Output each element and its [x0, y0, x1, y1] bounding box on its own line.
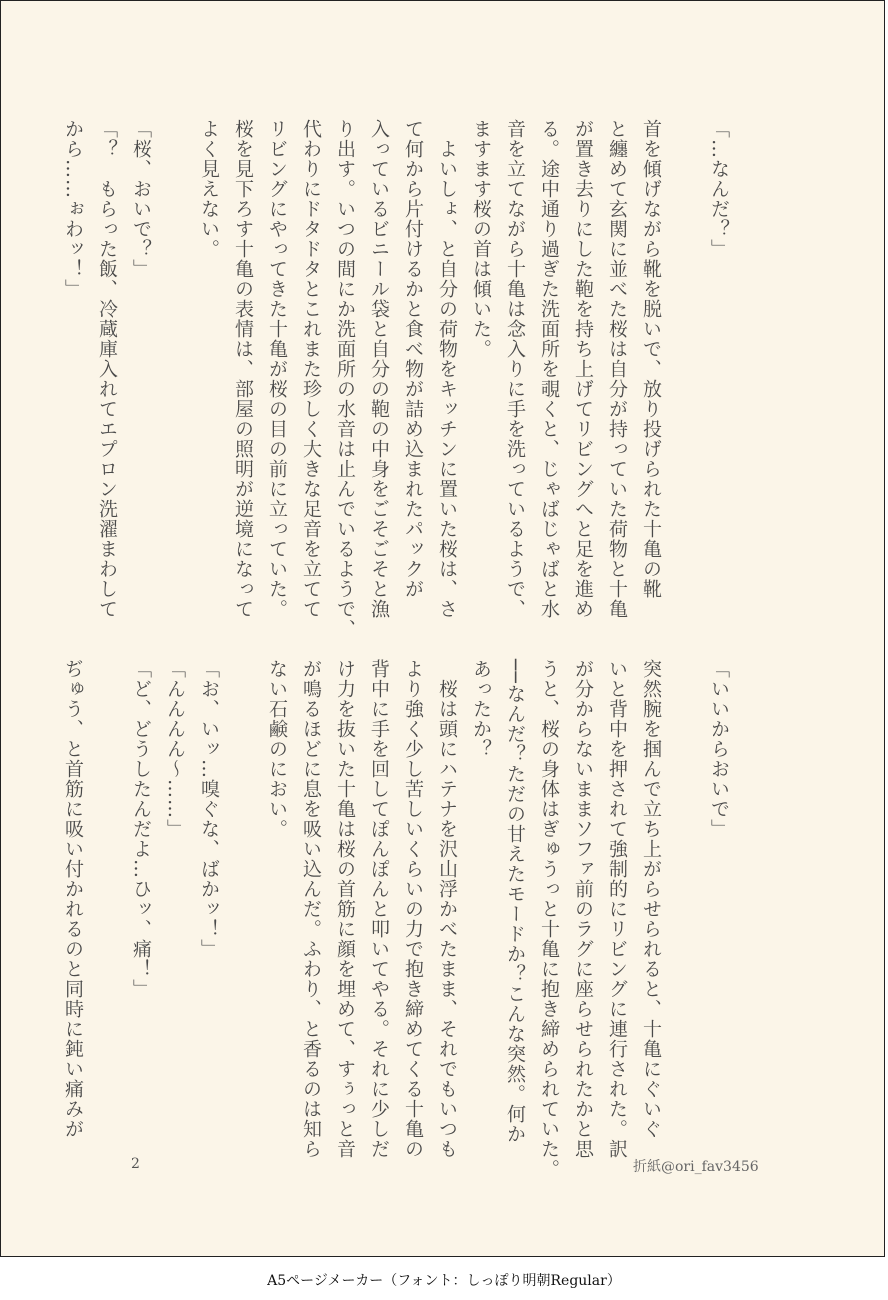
- text-line: [668, 659, 702, 1169]
- text-line: 突然腕を掴んで立ち上がらせられると、十亀にぐいぐ: [640, 659, 662, 1139]
- text-line: 「ど、どうしたんだよ…ひッ、痛！」: [130, 659, 152, 999]
- footer-caption: A5ページメーカー（フォント：しっぽり明朝Regular）: [267, 1273, 621, 1289]
- text-line: が分からないままソファ前のラグに座らせられたかと思: [572, 659, 594, 1159]
- text-line: あったか？: [470, 659, 492, 759]
- text-line: ない石鹸のにおい。: [266, 659, 288, 839]
- text-line: ──なんだ？ただの甘えたモードか？こんな突然。何か: [504, 659, 526, 1144]
- text-line: ますます桜の首は傾いた。: [470, 119, 492, 359]
- text-line: ぢゅう、と首筋に吸い付かれるのと同時に鈍い痛みが: [62, 659, 84, 1139]
- text-line: る。途中通り過ぎた洗面所を覗くと、じゃばじゃばと水: [538, 119, 560, 619]
- text-line: 音を立てながら十亀は念入りに手を洗っているようで、: [504, 119, 526, 619]
- text-line: 「…なんだ？」: [708, 119, 730, 259]
- text-line: よく見えない。: [198, 119, 220, 259]
- text-line: 桜は頭にハテナを沢山浮かべたまま、それでもいつも: [436, 659, 458, 1159]
- text-line: [90, 659, 124, 1169]
- text-line: 代わりにドタドタとこれまた珍しく大きな足音を立てて: [300, 119, 322, 619]
- page-number: 2: [131, 1156, 140, 1172]
- text-line: け力を抜いた十亀は桜の首筋に顔を埋めて、すぅっと音: [334, 659, 356, 1159]
- text-line: [226, 659, 260, 1169]
- text-line: うと、桜の身体はぎゅうっと十亀に抱き締められていた。: [538, 659, 560, 1179]
- text-line: 「お、いッ…嗅ぐな、ばかッ！」: [198, 659, 220, 959]
- text-line: 桜を見下ろす十亀の表情は、部屋の照明が逆境になって: [232, 119, 254, 619]
- text-line: り出す。いつの間にか洗面所の水音は止んでいるようで、: [334, 119, 356, 639]
- text-line: が鳴るほどに息を吸い込んだ。ふわり、と香るのは知ら: [300, 659, 322, 1159]
- text-line: [158, 119, 192, 639]
- text-line: いと背中を押されて強制的にリビングに連行された。訳: [606, 659, 628, 1159]
- text-line: 入っているビニール袋と自分の鞄の中身をごそごそと漁: [368, 119, 390, 619]
- text-line: 「んんんん〜……」: [164, 659, 186, 839]
- text-line: [668, 119, 702, 639]
- text-line: よいしょ、と自分の荷物をキッチンに置いた桜は、さ: [436, 119, 458, 619]
- text-line: て何から片付けるかと食べ物が詰め込まれたパックが: [402, 119, 424, 599]
- text-line: と纏めて玄関に並べた桜は自分が持っていた荷物と十亀: [606, 119, 628, 619]
- text-line: リビングにやってきた十亀が桜の目の前に立っていた。: [266, 119, 288, 619]
- text-line: 「いいからおいで」: [708, 659, 730, 839]
- author-credit: 折紙@ori_fav3456: [633, 1159, 759, 1175]
- text-line: 「桜、おいで？」: [130, 119, 152, 279]
- upper-text-block: [56, 119, 736, 639]
- text-line: より強く少し苦しいくらいの力で抱き締めてくる十亀の: [402, 659, 424, 1159]
- text-line: 「？ もらった飯、冷蔵庫入れてエプロン洗濯まわして: [96, 119, 118, 619]
- text-line: 背中に手を回してぽんぽんと叩いてやる。それに少しだ: [368, 659, 390, 1159]
- lower-text-block: [56, 659, 736, 1179]
- text-line: が置き去りにした鞄を持ち上げてリビングへと足を進め: [572, 119, 594, 619]
- text-line: 首を傾げながら靴を脱いで、放り投げられた十亀の靴: [640, 119, 662, 599]
- text-line: から……ぉわッ！」: [62, 119, 84, 299]
